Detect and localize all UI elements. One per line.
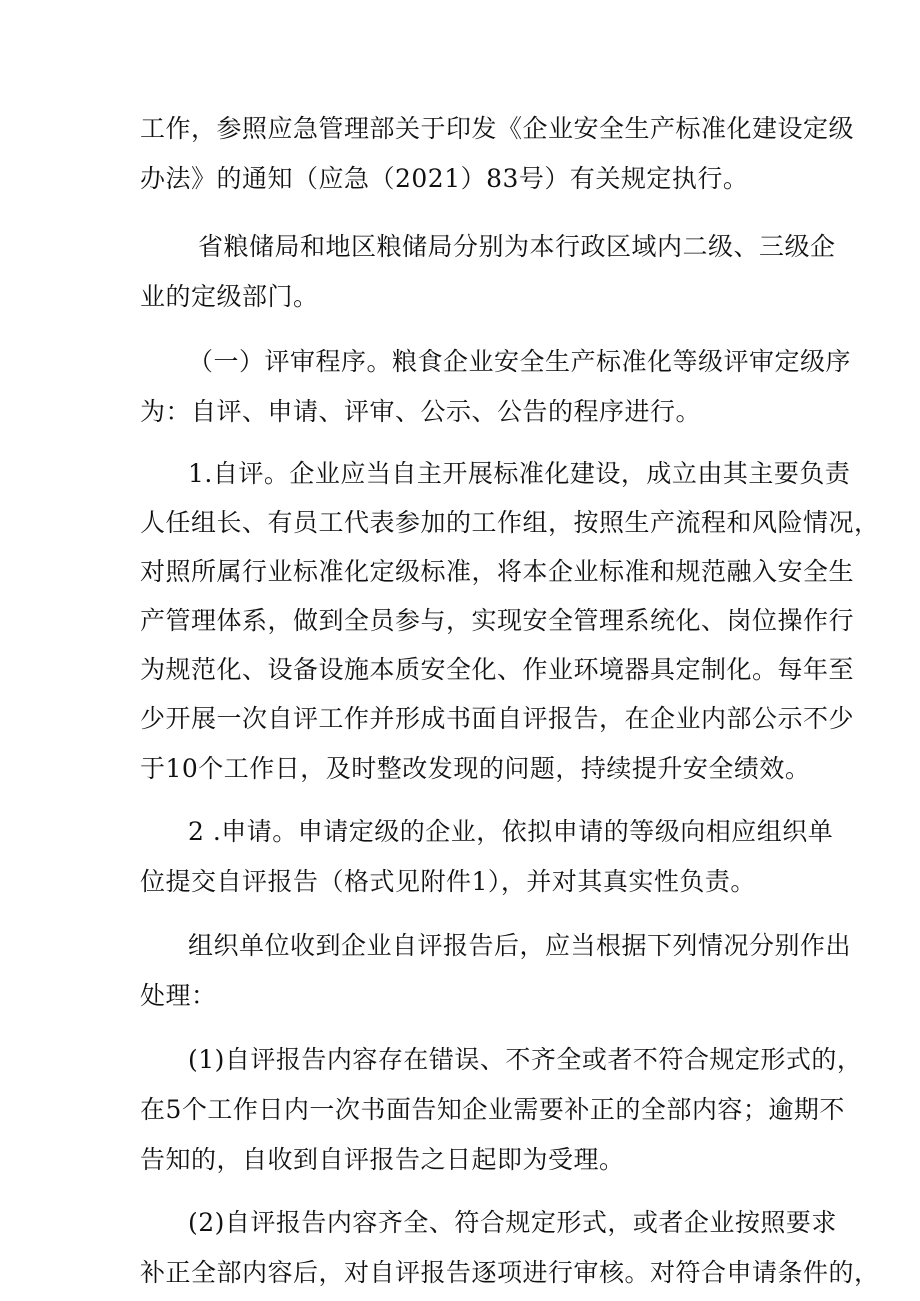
text-line: 位提交自评报告（格式见附件1），并对其真实性负责。 <box>140 867 756 896</box>
text-line: 少开展一次自评工作并形成书面自评报告，在企业内部公示不少 <box>140 704 855 733</box>
text-line: 为规范化、设备设施本质安全化、作业环境器具定制化。每年至 <box>140 655 855 684</box>
text-line: (2)自评报告内容齐全、符合规定形式，或者企业按照要求 <box>188 1208 837 1237</box>
text-line: 组织单位收到企业自评报告后，应当根据下列情况分别作出 <box>188 931 852 960</box>
text-line: 对照所属行业标准化定级标准，将本企业标准和规范融入安全生 <box>140 557 855 586</box>
text-line: 人任组长、有员工代表参加的工作组，按照生产流程和风险情况， <box>140 508 880 537</box>
text-line: 补正全部内容后，对自评报告逐项进行审核。对符合申请条件的， <box>140 1258 880 1287</box>
text-line: 产管理体系，做到全员参与，实现安全管理系统化、岗位操作行 <box>140 606 855 635</box>
text-line: 工作，参照应急管理部关于印发《企业安全生产标准化建设定级 <box>140 114 855 143</box>
text-line: (1)自评报告内容存在错误、不齐全或者不符合规定形式的， <box>188 1045 863 1074</box>
text-line: 业的定级部门。 <box>140 282 319 311</box>
section-heading-line: （一）评审程序。粮食企业安全生产标准化等级评审定级序 <box>188 347 852 376</box>
text-line: 1.自评。企业应当自主开展标准化建设，成立由其主要负责 <box>188 459 851 488</box>
text-line: 于10个工作日，及时整改发现的问题，持续提升安全绩效。 <box>140 754 811 783</box>
text-line: 告知的，自收到自评报告之日起即为受理。 <box>140 1145 625 1174</box>
text-line: 为：自评、申请、评审、公示、公告的程序进行。 <box>140 397 702 426</box>
text-line: 办法》的通知（应急（2021）83号）有关规定执行。 <box>140 164 749 193</box>
text-line: 处理： <box>140 981 217 1010</box>
text-line: 省粮储局和地区粮储局分别为本行政区域内二级、三级企 <box>198 232 836 261</box>
text-line: 2 .申请。申请定级的企业，依拟申请的等级向相应组织单 <box>188 817 834 846</box>
text-line: 在5个工作日内一次书面告知企业需要补正的全部内容；逾期不 <box>140 1095 845 1124</box>
